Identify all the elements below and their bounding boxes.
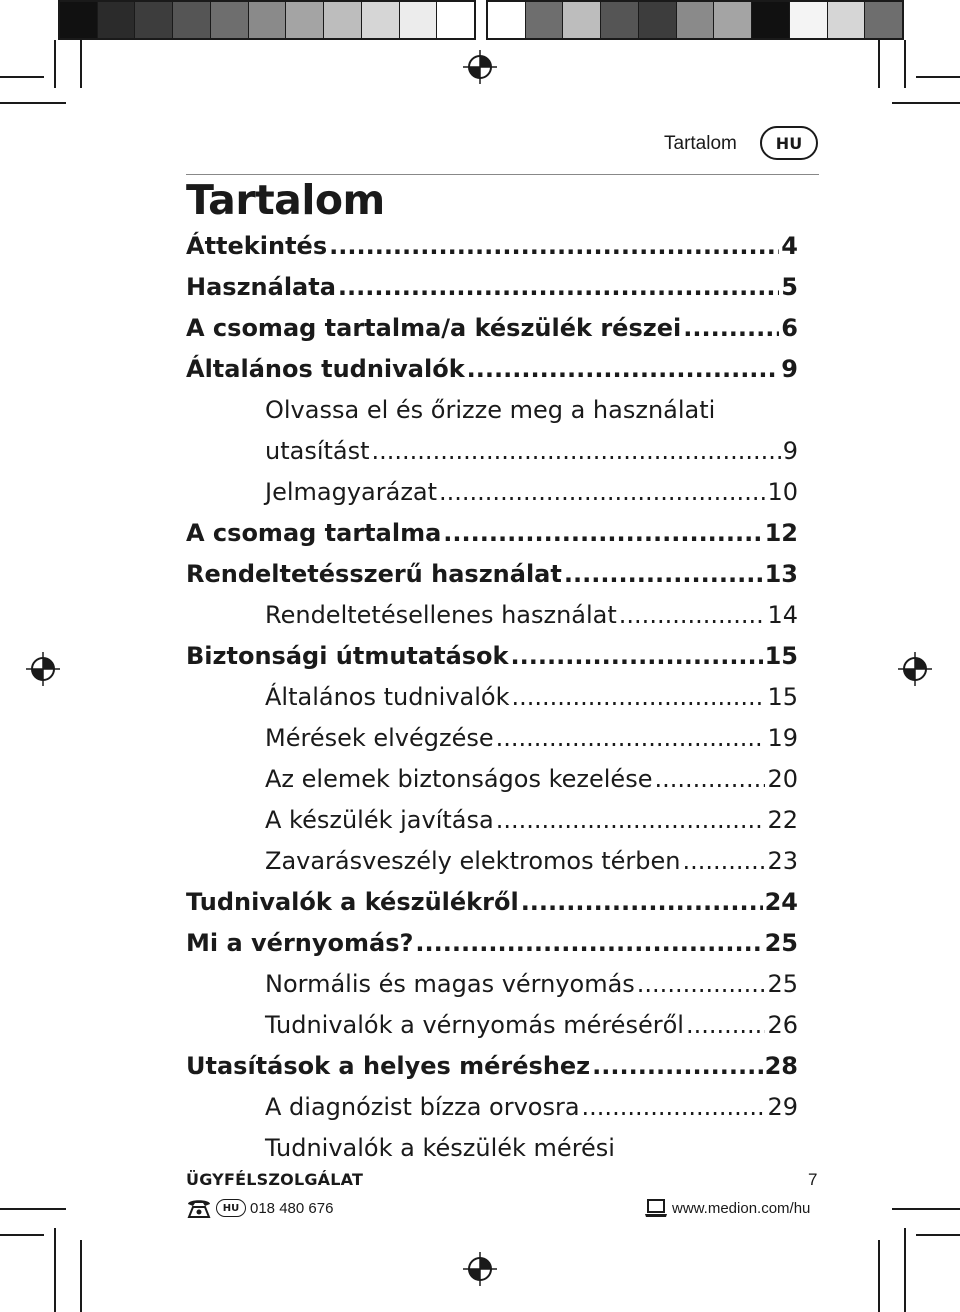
toc-entry-page: 23 xyxy=(767,847,798,875)
crop-mark xyxy=(80,1240,82,1312)
toc-leader-dots xyxy=(582,1087,766,1128)
toc-leader-dots xyxy=(329,226,779,267)
calibration-swatch xyxy=(828,2,866,38)
toc-entry-page: 5 xyxy=(781,273,798,301)
toc-entry-title: Utasítások a helyes méréshez xyxy=(186,1052,591,1080)
toc-entry-title: Mérések elvégzése xyxy=(265,724,494,752)
toc-entry-title: Használata xyxy=(186,273,336,301)
toc-entry-title: Tudnivalók a készülékről xyxy=(186,888,519,916)
crop-mark xyxy=(54,40,56,88)
toc-entry[interactable] xyxy=(186,349,798,390)
toc-entry-page: 29 xyxy=(767,1093,798,1121)
toc-entry-title: Általános tudnivalók xyxy=(265,683,510,711)
toc-leader-dots xyxy=(467,349,780,390)
calibration-swatch xyxy=(526,2,564,38)
toc-entry[interactable] xyxy=(186,472,798,513)
toc-entry-title: Rendeltetésellenes használat xyxy=(265,601,617,629)
toc-entry-page: 12 xyxy=(764,519,798,547)
calibration-swatch xyxy=(437,2,474,38)
toc-leader-dots xyxy=(521,882,763,923)
toc-entry-page: 19 xyxy=(767,724,798,752)
toc-leader-dots xyxy=(443,513,762,554)
crop-mark xyxy=(0,1234,44,1236)
calibration-swatch xyxy=(135,2,173,38)
toc-leader-dots xyxy=(338,267,779,308)
crop-mark xyxy=(54,1228,56,1312)
calibration-swatch xyxy=(400,2,438,38)
toc-entry-title: Rendeltetésszerű használat xyxy=(186,560,562,588)
crop-mark xyxy=(80,40,82,88)
toc-entry-page: 6 xyxy=(781,314,798,342)
calibration-swatch xyxy=(639,2,677,38)
toc-leader-dots xyxy=(686,1005,766,1046)
table-of-contents xyxy=(186,226,798,1169)
toc-entry[interactable] xyxy=(186,1128,798,1169)
toc-leader-dots xyxy=(637,964,766,1005)
crop-mark xyxy=(916,76,960,78)
toc-entry[interactable] xyxy=(186,595,798,636)
crop-mark xyxy=(0,102,66,104)
crop-mark xyxy=(904,40,906,88)
toc-entry-title: Mi a vérnyomás? xyxy=(186,929,414,957)
telephone-icon xyxy=(186,1197,212,1219)
toc-entry-title: Áttekintés xyxy=(186,232,328,260)
registration-mark-icon xyxy=(26,652,60,686)
toc-entry[interactable] xyxy=(186,308,798,349)
toc-entry-title: A készülék javítása xyxy=(265,806,494,834)
page-title: Tartalom xyxy=(186,176,385,224)
toc-entry[interactable] xyxy=(186,267,798,308)
toc-entry[interactable] xyxy=(186,1005,798,1046)
toc-entry[interactable] xyxy=(186,1046,798,1087)
registration-mark-icon xyxy=(898,652,932,686)
toc-entry-page: 22 xyxy=(767,806,798,834)
toc-entry-page: 10 xyxy=(767,478,798,506)
calibration-swatch xyxy=(286,2,324,38)
toc-leader-dots xyxy=(511,636,763,677)
toc-entry[interactable] xyxy=(186,759,798,800)
calibration-swatch xyxy=(60,2,98,38)
toc-entry-page: 25 xyxy=(767,970,798,998)
language-badge: HU xyxy=(760,126,818,160)
calibration-swatch xyxy=(324,2,362,38)
crop-mark xyxy=(892,102,960,104)
toc-entry[interactable] xyxy=(186,1087,798,1128)
calibration-swatch xyxy=(211,2,249,38)
toc-entry-title: Zavarásveszély elektromos térben xyxy=(265,847,681,875)
toc-entry[interactable] xyxy=(186,964,798,1005)
toc-leader-dots xyxy=(372,431,781,472)
crop-mark xyxy=(892,1208,960,1210)
registration-mark-icon xyxy=(463,50,497,84)
calibration-swatch xyxy=(563,2,601,38)
toc-entry-page: 26 xyxy=(767,1011,798,1039)
toc-entry[interactable] xyxy=(186,636,798,677)
toc-entry-title: Tudnivalók a vérnyomás méréséről xyxy=(265,1011,684,1039)
calibration-swatch xyxy=(865,2,902,38)
toc-entry-title: Biztonsági útmutatások xyxy=(186,642,509,670)
toc-leader-dots xyxy=(496,800,766,841)
toc-entry[interactable] xyxy=(186,226,798,267)
calibration-swatch xyxy=(752,2,790,38)
toc-leader-dots xyxy=(619,595,766,636)
toc-entry[interactable] xyxy=(186,554,798,595)
website-link[interactable]: www.medion.com/hu xyxy=(672,1200,811,1217)
toc-leader-dots xyxy=(415,923,762,964)
calibration-swatch xyxy=(601,2,639,38)
crop-mark xyxy=(916,1234,960,1236)
toc-leader-dots xyxy=(512,677,766,718)
toc-leader-dots xyxy=(439,472,765,513)
toc-entry-title: A csomag tartalma/a készülék részei xyxy=(186,314,682,342)
toc-entry-title: Tudnivalók a készülék mérési xyxy=(265,1134,615,1162)
toc-entry-title: Jelmagyarázat xyxy=(265,478,438,506)
footer-language-badge: HU xyxy=(216,1199,246,1217)
calibration-swatch xyxy=(173,2,211,38)
toc-entry-page: 13 xyxy=(764,560,798,588)
registration-mark-icon xyxy=(463,1252,497,1286)
hotline-number: 018 480 676 xyxy=(250,1200,334,1217)
toc-entry-title: utasítást xyxy=(265,437,370,465)
page-number: 7 xyxy=(808,1170,818,1189)
toc-entry-page: 9 xyxy=(781,355,798,383)
crop-mark xyxy=(878,1240,880,1312)
calibration-swatch xyxy=(790,2,828,38)
toc-entry-page: 15 xyxy=(764,642,798,670)
crop-mark xyxy=(0,1208,66,1210)
toc-entry[interactable] xyxy=(186,882,798,923)
customer-service-label: ÜGYFÉLSZOLGÁLAT xyxy=(186,1170,364,1189)
toc-leader-dots xyxy=(683,308,779,349)
toc-entry-page: 14 xyxy=(767,601,798,629)
header-divider xyxy=(186,174,819,175)
color-calibration-strip-left xyxy=(58,0,476,40)
calibration-swatch xyxy=(714,2,752,38)
toc-leader-dots xyxy=(682,841,765,882)
toc-entry-title: Normális és magas vérnyomás xyxy=(265,970,635,998)
calibration-swatch xyxy=(249,2,287,38)
toc-leader-dots xyxy=(564,554,763,595)
toc-entry[interactable] xyxy=(186,923,798,964)
toc-entry[interactable] xyxy=(186,800,798,841)
toc-entry[interactable] xyxy=(186,431,798,472)
crop-mark xyxy=(0,76,44,78)
toc-entry-page: 9 xyxy=(782,437,798,465)
calibration-swatch xyxy=(488,2,526,38)
header-section-title: Tartalom xyxy=(664,133,737,154)
toc-entry-title: A diagnózist bízza orvosra xyxy=(265,1093,580,1121)
crop-mark xyxy=(878,40,880,88)
toc-entry-page: 4 xyxy=(781,232,798,260)
toc-entry-page: 24 xyxy=(764,888,798,916)
toc-entry-title: Olvassa el és őrizze meg a használati xyxy=(265,396,716,424)
toc-leader-dots xyxy=(592,1046,762,1087)
toc-entry-page: 15 xyxy=(767,683,798,711)
crop-mark xyxy=(904,1228,906,1312)
toc-entry[interactable] xyxy=(186,513,798,554)
toc-entry[interactable] xyxy=(186,390,798,431)
toc-entry[interactable] xyxy=(186,718,798,759)
toc-entry[interactable] xyxy=(186,677,798,718)
toc-entry-page: 28 xyxy=(764,1052,798,1080)
toc-entry-page: 25 xyxy=(764,929,798,957)
toc-entry-title: Az elemek biztonságos kezelése xyxy=(265,765,653,793)
calibration-swatch xyxy=(362,2,400,38)
calibration-swatch xyxy=(677,2,715,38)
toc-entry-title: A csomag tartalma xyxy=(186,519,442,547)
toc-entry-title: Általános tudnivalók xyxy=(186,355,465,383)
calibration-swatch xyxy=(98,2,136,38)
toc-leader-dots xyxy=(654,759,765,800)
toc-entry-page: 20 xyxy=(767,765,798,793)
laptop-icon xyxy=(644,1198,668,1218)
toc-entry[interactable] xyxy=(186,841,798,882)
color-calibration-strip-right xyxy=(486,0,904,40)
toc-leader-dots xyxy=(496,718,766,759)
